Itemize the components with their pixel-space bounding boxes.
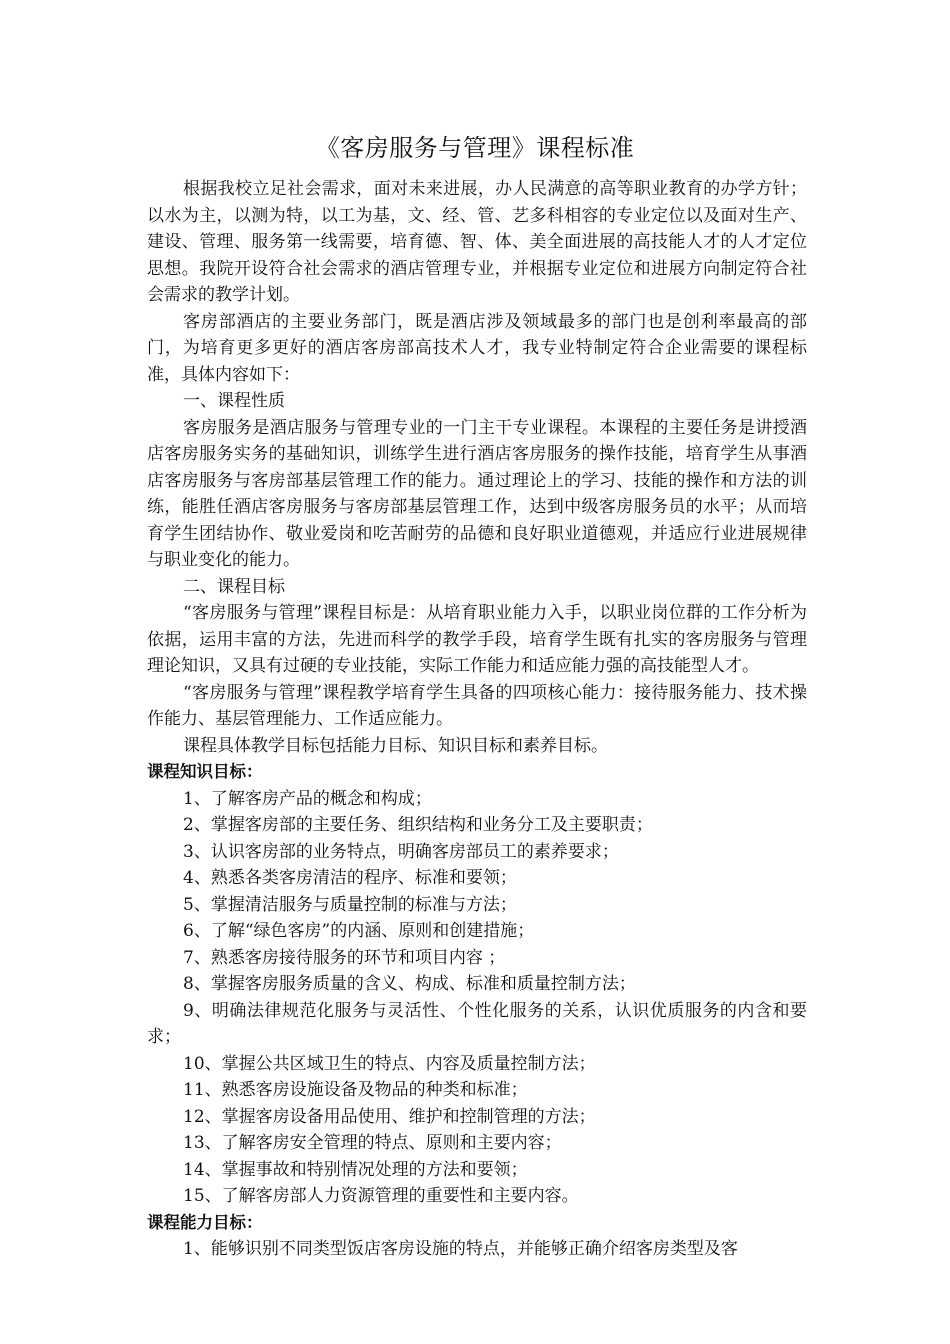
list-item: 6、了解“绿色客房”的内涵、原则和创建措施； — [183, 921, 535, 941]
list-item: 3、认识客房部的业务特点，明确客房部员工的素养要求； — [183, 841, 619, 862]
section-goals-paragraph-2: “客房服务与管理”课程教学培育学生具备的四项核心能力：接待服务能力、技术操作能力、基层管理能力、工作适应能力。 — [147, 682, 807, 729]
list-item: 4、熟悉各类客房清洁的程序、标准和要领； — [183, 868, 517, 888]
list-item: 1、了解客房产品的概念和构成； — [183, 788, 432, 809]
list-item: 2、掌握客房部的主要任务、组织结构和业务分工及主要职责； — [183, 815, 653, 835]
list-item: 11、熟悉客房设施设备及物品的种类和标准； — [183, 1080, 528, 1100]
intro-paragraph-1: 根据我校立足社会需求，面对未来进展，办人民满意的高等职业教育的办学方针；以水为主，以测为特，以工为基，文、经、管、艺多科相容的专业定位以及面对生产、建设、管理、服务第一线需要，培育德、智、体、美全面进展的高技能人才的人才定位思想。我院开设符合社会需求的酒店管理专业，并根据专业定位和进展方向制定符合社会需求的教学计划。 — [147, 179, 807, 305]
knowledge-goals-heading: 课程知识目标： — [147, 762, 263, 781]
list-item: 14、掌握事故和特别情况处理的方法和要领； — [183, 1159, 528, 1180]
list-item: 8、掌握客房服务质量的含义、构成、标准和质量控制方法； — [183, 974, 636, 994]
document-body — [147, 176, 807, 1263]
section-goals-paragraph-1: “客房服务与管理”课程目标是：从培育职业能力入手，以职业岗位群的工作分析为依据，运用丰富的方法，先进而科学的教学手段，培育学生既有扎实的客房服务与管理理论知识，又具有过硬的专业技能，实际工作能力和适应能力强的高技能型人才。 — [147, 603, 807, 676]
list-item: 12、掌握客房设备用品使用、维护和控制管理的方法； — [183, 1106, 596, 1127]
section-heading-goals: 二、课程目标 — [183, 576, 285, 597]
section-nature-text: 客房服务是酒店服务与管理专业的一门主干专业课程。本课程的主要任务是讲授酒店客房服务实务的基础知识，训练学生进行酒店客房服务的操作技能，培育学生从事酒店客房服务与客房部基层管理工作的能力。通过理论上的学习、技能的操作和方法的训练，能胜任酒店客房服务与客房部基层管理工作，达到中级客房服务员的水平；从而培育学生团结协作、敬业爱岗和吃苦耐劳的品德和良好职业道德观，并适应行业进展规律与职业变化的能力。 — [147, 417, 807, 570]
list-item: 1、能够识别不同类型饭店客房设施的特点，并能够正确介绍客房类型及客 — [183, 1239, 738, 1259]
ability-goals-heading: 课程能力目标： — [147, 1212, 263, 1232]
intro-paragraph-2: 客房部酒店的主要业务部门，既是酒店涉及领域最多的部门也是创利率最高的部门，为培育更多更好的酒店客房部高技术人才，我专业特制定符合企业需要的课程标准，具体内容如下： — [147, 311, 807, 385]
document-title: 《客房服务与管理》课程标准 — [315, 134, 635, 162]
list-item: 7、熟悉客房接待服务的环节和项目内容 ； — [183, 947, 506, 968]
list-item: 9、明确法律规范化服务与灵活性、个性化服务的关系，认识优质服务的内含和要求； — [147, 1000, 807, 1047]
list-item: 10、掌握公共区域卫生的特点、内容及质量控制方法； — [183, 1053, 596, 1074]
section-goals-paragraph-3: 课程具体教学目标包括能力目标、知识目标和素养目标。 — [183, 735, 608, 756]
list-item: 5、掌握清洁服务与质量控制的标准与方法； — [183, 894, 517, 915]
list-item: 15、了解客房部人力资源管理的重要性和主要内容。 — [183, 1186, 579, 1206]
list-item: 13、了解客房安全管理的特点、原则和主要内容； — [183, 1133, 562, 1153]
section-heading-nature: 一、课程性质 — [183, 391, 285, 411]
